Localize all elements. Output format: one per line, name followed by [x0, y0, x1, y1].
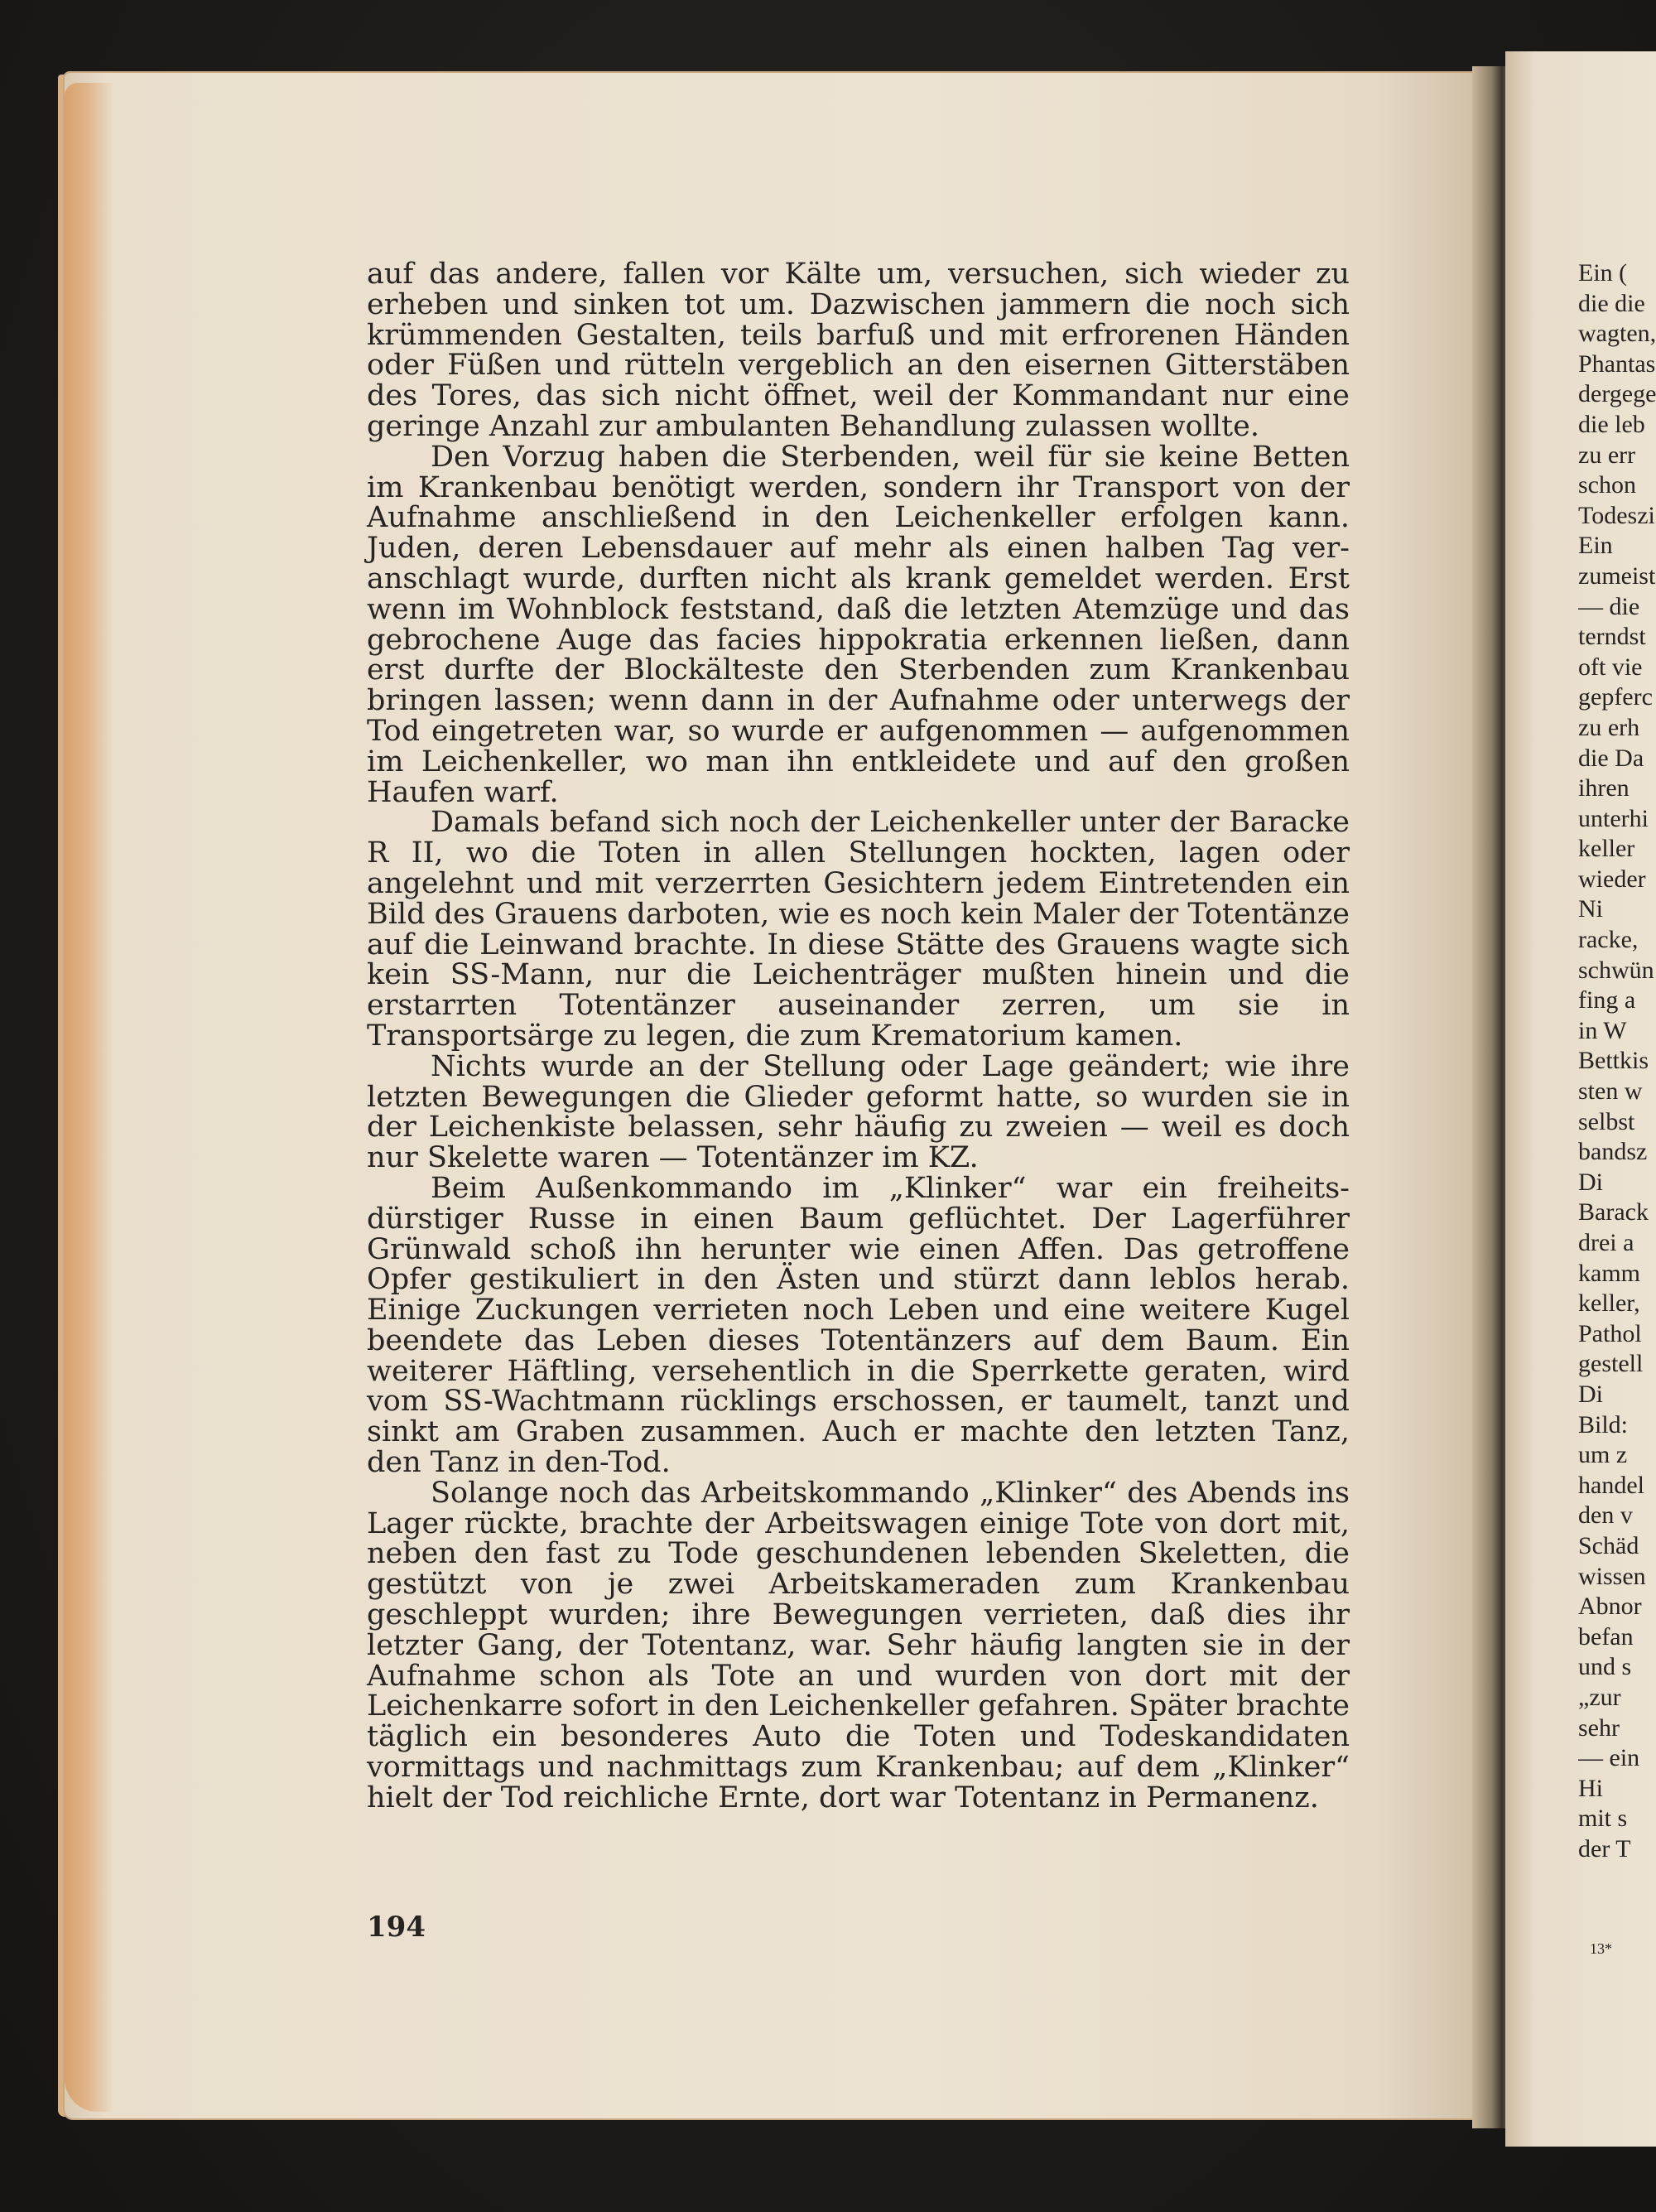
right-page-line-fragment: — ein	[1578, 1744, 1640, 1772]
body-text	[367, 259, 1350, 1814]
right-page-line-fragment: zu erh	[1578, 713, 1640, 741]
right-page-line-fragment: selbst	[1578, 1107, 1635, 1135]
right-page-line-fragment: keller,	[1578, 1289, 1640, 1318]
right-page-line-fragment: Di	[1578, 1380, 1603, 1408]
right-page-line-fragment: mit s	[1578, 1805, 1628, 1833]
right-page-line-fragment: wieder	[1578, 865, 1646, 893]
right-page-line-fragment: und s	[1578, 1653, 1632, 1681]
right-page-line-fragment: Pathol	[1578, 1319, 1642, 1347]
right-page-line-fragment: zumeist	[1578, 561, 1656, 590]
right-page-line-fragment: oft vie	[1578, 653, 1643, 681]
right-page-line-fragment: Bettkis	[1578, 1047, 1649, 1075]
right-page-text-fragments	[1578, 258, 1656, 1864]
right-page-line-fragment: wissen	[1578, 1562, 1646, 1590]
right-page-line-fragment: Phantas	[1578, 349, 1656, 378]
right-page-line-fragment: sten w	[1578, 1077, 1643, 1106]
right-page-line-fragment: Schäd	[1578, 1531, 1639, 1559]
right-page-line-fragment: bandsz	[1578, 1138, 1648, 1166]
right-page-line-fragment: Ni	[1578, 895, 1603, 923]
right-page-line-fragment: terndst	[1578, 623, 1646, 651]
right-page-line-fragment: racke,	[1578, 926, 1639, 954]
right-page-line-fragment: wagten,	[1578, 320, 1656, 348]
right-page-line-fragment: dergege	[1578, 380, 1656, 408]
right-page-line-fragment: Todeszi	[1578, 501, 1655, 529]
paragraph: Den Vorzug haben die Sterbenden, weil für sie keine Betten im Krankenbau benötigt werden, sondern ihr Transport von der Aufnahme anschließend in den Leichenkeller erfolgen kann. Juden, deren Lebensdauer auf mehr als einen halben Tag veranschlagt wurde, durften nicht als krank gemeldet werden. Erst wenn im Wohnblock feststand, daß die letzten Atemzüge und das gebrochene Auge das facies hippokratia erkennen ließen, dann erst durfte der Blockälteste den Sterbenden zum Krankenbau bringen lassen; wenn dann in der Aufnahme oder unterwegs der Tod eingetreten war, so wurde er aufgenommen — aufgenommen im Leichenkeller, wo man ihn entkleidete und auf den großen Haufen warf.	[367, 440, 1350, 809]
signature-mark: 13*	[1590, 1940, 1612, 1957]
right-page-line-fragment: die leb	[1578, 410, 1645, 438]
right-page-line-fragment: in W	[1578, 1016, 1627, 1044]
paragraph: Damals befand sich noch der Leichenkeller unter der Baracke R II, wo die Toten in allen Stellungen hockten, lagen oder angelehnt und mit verzerrten Gesichtern jedem Eintretenden ein Bild des Grauens darboten, wie es noch kein Maler der Totentänze auf die Leinwand brachte. In diese Stätte des Grauens wagte sich kein SS-Mann, nur die Leichenträger mußten hinein und die erstarrten Totentänzer auseinander zerren, um sie in Transportsärge zu legen, die zum Krematorium kamen.	[367, 806, 1350, 1053]
right-page-line-fragment: Hi	[1578, 1774, 1603, 1802]
right-page-line-fragment: gepferc	[1578, 683, 1653, 711]
right-page-line-fragment: zu err	[1578, 441, 1636, 469]
right-page-line-fragment: Barack	[1578, 1198, 1649, 1226]
right-page-line-fragment: schwün	[1578, 956, 1654, 984]
right-page-line-fragment: Bild:	[1578, 1410, 1629, 1439]
right-page-line-fragment: sehr	[1578, 1713, 1620, 1742]
right-page-line-fragment: befan	[1578, 1622, 1634, 1651]
paragraph: Nichts wurde an der Stellung oder Lage geändert; wie ihre letzten Bewegungen die Glieder geformt hatte, so wurden sie in der Leichenkiste belassen, sehr häufig zu zweien — weil es doch nur Skelette waren — Totentänzer im KZ.	[367, 1049, 1350, 1175]
right-page-line-fragment: um z	[1578, 1441, 1628, 1469]
paragraph: Solange noch das Arbeitskommando „Klinker“ des Abends ins Lager rückte, brachte der Arbeitswagen einige Tote von dort mit, neben den fast zu Tode geschundenen lebenden Skeletten, die gestützt von je zwei Arbeitskameraden zum Krankenbau geschleppt wurden; ihre Bewegungen verrieten, daß dies ihr letzter Gang, der Totentanz, war. Sehr häufig langten sie in der Aufnahme schon als Tote an und wurden von dort mit der Leichenkarre sofort in den Leichenkeller gefahren. Später brachte täglich ein besonderes Auto die Toten und Todeskandidaten vormittags und nachmittags zum Krankenbau; auf dem „Klinker“ hielt der Tod reichliche Ernte, dort war Totentanz in Permanenz.	[367, 1476, 1350, 1814]
right-page-line-fragment: Ein (	[1578, 259, 1628, 287]
right-page-line-fragment: Di	[1578, 1168, 1603, 1196]
right-page-line-fragment: handel	[1578, 1471, 1644, 1499]
right-page-line-fragment: fing a	[1578, 986, 1636, 1014]
right-page-line-fragment: — die	[1578, 592, 1640, 620]
right-page-line-fragment: die die	[1578, 289, 1645, 317]
right-page-line-fragment: Ein	[1578, 532, 1613, 560]
right-page-line-fragment: keller	[1578, 835, 1635, 863]
right-page-line-fragment: gestell	[1578, 1350, 1644, 1378]
page-number: 194	[367, 1911, 426, 1944]
right-page-line-fragment: schon	[1578, 471, 1636, 499]
right-page-line-fragment: der T	[1578, 1834, 1631, 1863]
right-page-line-fragment: die Da	[1578, 744, 1644, 772]
paragraph: Beim Außenkommando im „Klinker“ war ein freiheitsdürstiger Russe in einen Baum geflüchtet. Der Lagerführer Grünwald schoß ihn herunter wie einen Affen. Das getroffene Opfer gestikuliert in den Ästen und stürzt dann leblos herab. Einige Zuckungen verrieten noch Leben und eine weitere Kugel beendete das Leben dieses Totentänzers auf dem Baum. Ein weiterer Häftling, versehentlich in die Sperrkette geraten, wird vom SS-Wachtmann rücklings erschossen, er taumelt, tanzt und sinkt am Graben zusammen. Auch er machte den letzten Tanz, den Tanz in den-Tod.	[367, 1171, 1350, 1480]
right-page-line-fragment: ihren	[1578, 774, 1630, 802]
page-edge-stack	[65, 83, 114, 2112]
right-page-line-fragment: Abnor	[1578, 1593, 1642, 1621]
right-page-line-fragment: drei a	[1578, 1229, 1634, 1256]
right-page-line-fragment: „zur	[1578, 1683, 1621, 1711]
right-page-line-fragment: unterhi	[1578, 804, 1649, 832]
right-page-line-fragment: den v	[1578, 1501, 1633, 1530]
paragraph: auf das andere, fallen vor Kälte um, versuchen, sich wieder zu erheben und sinken tot um. Dazwischen jammern die noch sich krümmenden Gestalten, teils barfuß und mit erfrorenen Händen oder Füßen und rütteln vergeblich an den eisernen Gitterstäben des Tores, das sich nicht öffnet, weil der Kommandant nur eine geringe Anzahl zur ambulanten Behandlung zulassen wollte.	[367, 258, 1350, 443]
right-page-line-fragment: kamm	[1578, 1259, 1640, 1287]
